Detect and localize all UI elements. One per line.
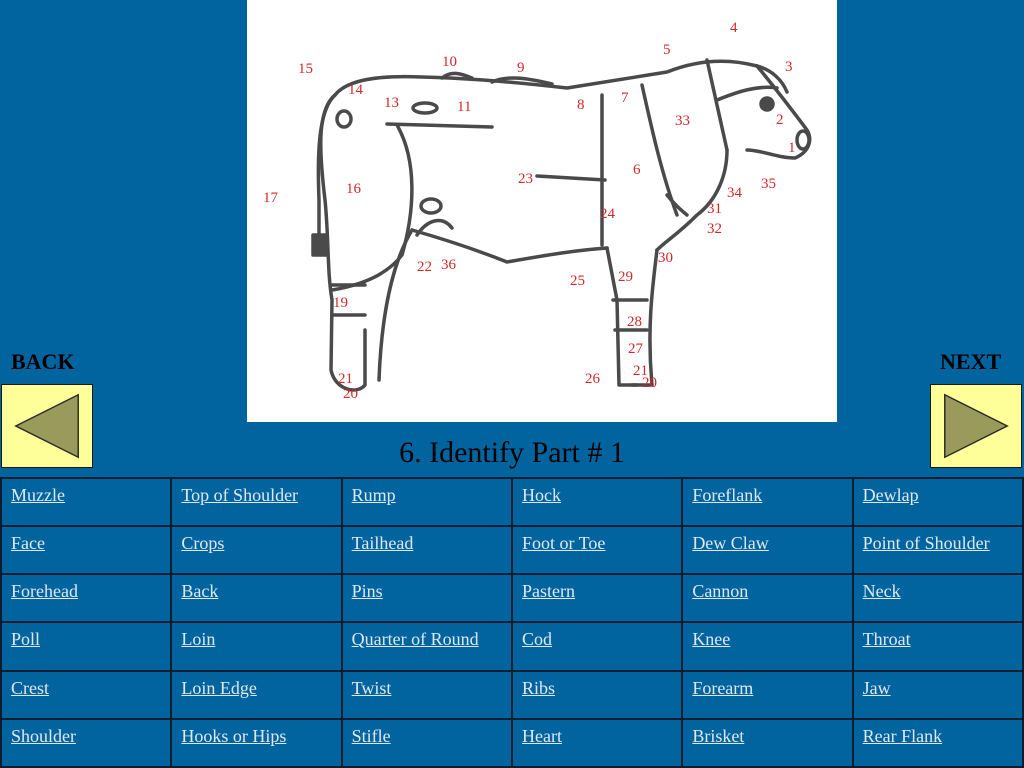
part-label: 15 <box>298 61 313 77</box>
part-label: 9 <box>517 60 525 76</box>
answer-link[interactable]: Face <box>11 533 45 554</box>
answer-link[interactable]: Dewlap <box>862 485 919 505</box>
part-label: 34 <box>727 185 742 201</box>
answer-cell <box>853 719 1023 767</box>
answer-row <box>1 622 1023 670</box>
part-label: 2 <box>776 112 784 128</box>
answer-link[interactable]: Rump <box>351 485 396 505</box>
part-label: 26 <box>585 371 600 387</box>
answer-link[interactable]: Hooks or Hips <box>181 725 287 746</box>
part-label: 14 <box>348 82 363 98</box>
answer-row <box>1 574 1023 622</box>
question-title: 6. Identify Part # 1 <box>399 436 625 469</box>
answer-cell <box>171 574 341 622</box>
answer-link[interactable]: Loin Edge <box>181 677 257 698</box>
answer-link[interactable]: Foot or Toe <box>521 533 606 554</box>
answer-link[interactable]: Cannon <box>692 581 749 602</box>
part-label: 7 <box>621 90 629 106</box>
answer-link[interactable]: Muzzle <box>11 485 65 505</box>
part-label: 36 <box>441 257 456 273</box>
answer-link[interactable]: Ribs <box>521 677 555 698</box>
answer-grid-body <box>1 478 1023 767</box>
part-label: 32 <box>707 221 722 237</box>
answer-cell <box>171 719 341 767</box>
back-label: BACK <box>11 349 75 374</box>
answer-cell <box>342 671 512 719</box>
answer-link[interactable]: Stifle <box>351 725 391 746</box>
answer-cell <box>1 622 171 670</box>
part-label: 35 <box>761 176 776 192</box>
part-label: 20 <box>343 386 358 402</box>
part-label: 29 <box>618 269 633 285</box>
answer-cell <box>342 526 512 574</box>
answer-link[interactable]: Point of Shoulder <box>862 533 990 554</box>
cow-diagram-svg <box>247 0 837 422</box>
part-label: 31 <box>707 201 722 217</box>
part-label: 10 <box>442 54 457 70</box>
answer-cell <box>512 671 682 719</box>
answer-link[interactable]: Dew Claw <box>692 533 769 554</box>
answer-link[interactable]: Forearm <box>692 677 754 698</box>
part-label: 20 <box>642 375 657 391</box>
answer-cell <box>1 719 171 767</box>
part-label: 33 <box>675 113 690 129</box>
answer-link[interactable]: Foreflank <box>692 485 763 505</box>
answer-cell <box>1 574 171 622</box>
answer-link[interactable]: Forehead <box>11 581 78 602</box>
part-label: 3 <box>785 59 793 75</box>
answer-link[interactable]: Neck <box>862 581 901 602</box>
answer-cell <box>171 622 341 670</box>
answer-row <box>1 671 1023 719</box>
answer-grid <box>0 477 1024 768</box>
answer-cell <box>171 478 341 526</box>
part-label: 19 <box>333 295 348 311</box>
part-label: 22 <box>417 259 432 275</box>
answer-link[interactable]: Cod <box>521 629 552 650</box>
answer-link[interactable]: Heart <box>521 725 562 746</box>
part-number-labels <box>263 20 796 402</box>
part-label: 16 <box>346 181 361 197</box>
part-label: 1 <box>788 140 796 156</box>
answer-link[interactable]: Shoulder <box>11 725 76 746</box>
answer-link[interactable]: Crest <box>11 677 49 698</box>
answer-link[interactable]: Jaw <box>862 677 891 698</box>
part-label: 27 <box>628 341 643 357</box>
part-label: 13 <box>384 95 399 111</box>
answer-link[interactable]: Pins <box>351 581 383 602</box>
answer-cell <box>853 622 1023 670</box>
answer-cell <box>853 478 1023 526</box>
answer-row <box>1 478 1023 526</box>
answer-link[interactable]: Crops <box>181 533 225 554</box>
answer-cell <box>342 622 512 670</box>
answer-cell <box>853 671 1023 719</box>
part-label: 6 <box>633 162 641 178</box>
answer-cell <box>512 574 682 622</box>
answer-cell <box>342 574 512 622</box>
part-label: 24 <box>600 206 615 222</box>
answer-link[interactable]: Twist <box>351 677 392 698</box>
answer-cell <box>853 526 1023 574</box>
answer-cell <box>682 671 852 719</box>
answer-link[interactable]: Throat <box>862 629 911 650</box>
part-label: 21 <box>633 363 648 379</box>
answer-cell <box>512 478 682 526</box>
answer-cell <box>342 719 512 767</box>
part-label: 17 <box>263 190 278 206</box>
answer-cell <box>512 622 682 670</box>
cow-diagram <box>247 0 837 422</box>
answer-cell <box>682 526 852 574</box>
answer-cell <box>512 526 682 574</box>
answer-row <box>1 719 1023 767</box>
answer-link[interactable]: Brisket <box>692 725 745 746</box>
answer-link[interactable]: Pastern <box>521 581 575 602</box>
answer-cell <box>682 719 852 767</box>
answer-link[interactable]: Rear Flank <box>862 725 943 746</box>
answer-link[interactable]: Tailhead <box>351 533 414 554</box>
answer-cell <box>853 574 1023 622</box>
answer-row <box>1 526 1023 574</box>
part-label: 11 <box>457 99 472 115</box>
answer-link[interactable]: Knee <box>692 629 731 650</box>
answer-cell <box>1 478 171 526</box>
answer-cell <box>682 574 852 622</box>
next-label: NEXT <box>940 349 1002 374</box>
answer-cell <box>171 526 341 574</box>
part-label: 25 <box>570 273 585 289</box>
answer-cell <box>1 671 171 719</box>
answer-cell <box>1 526 171 574</box>
answer-link[interactable]: Back <box>181 581 219 602</box>
part-label: 21 <box>338 371 353 387</box>
answer-cell <box>682 478 852 526</box>
answer-link[interactable]: Poll <box>11 629 41 650</box>
part-label: 8 <box>577 97 585 113</box>
part-label: 30 <box>658 250 673 266</box>
answer-cell <box>682 622 852 670</box>
part-label: 4 <box>730 20 738 36</box>
answer-link[interactable]: Quarter of Round <box>351 629 479 650</box>
answer-link[interactable]: Loin <box>181 629 216 650</box>
answer-link[interactable]: Top of Shoulder <box>181 485 299 505</box>
answer-cell <box>342 478 512 526</box>
answer-cell <box>512 719 682 767</box>
answer-link[interactable]: Hock <box>521 485 561 505</box>
part-label: 5 <box>663 42 671 58</box>
answer-cell <box>171 671 341 719</box>
part-label: 23 <box>518 171 533 187</box>
part-label: 28 <box>627 314 642 330</box>
